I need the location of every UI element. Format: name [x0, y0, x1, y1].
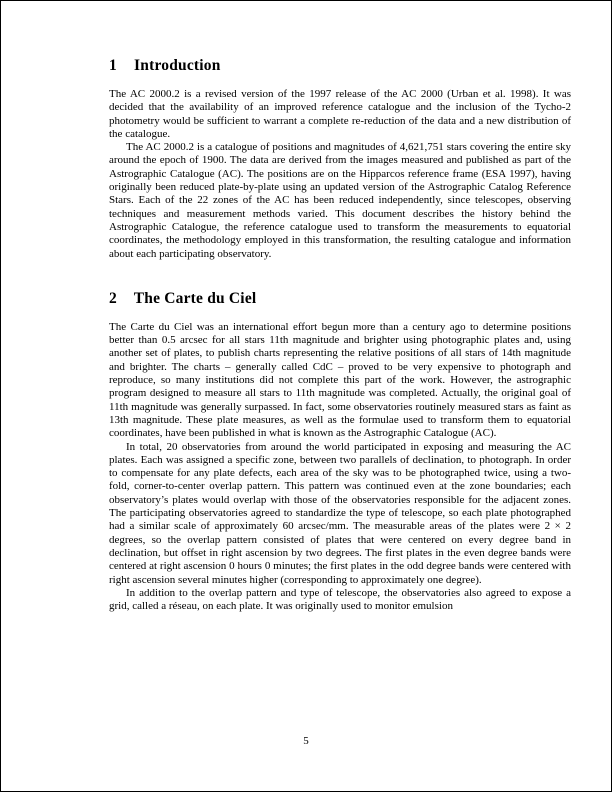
section-number: 1 [109, 57, 117, 74]
section-heading-introduction [109, 57, 571, 75]
text-block [109, 57, 571, 613]
section-title: The Carte du Ciel [133, 289, 257, 307]
section-title: Introduction [134, 57, 221, 74]
section-introduction [109, 57, 571, 261]
page-footer [1, 735, 611, 747]
section-number: 2 [109, 289, 117, 307]
section-heading-carte-du-ciel [109, 290, 571, 308]
section-carte-du-ciel [109, 290, 571, 614]
paragraph: In total, 20 observatories from around the world participated in exposing and measuring the AC plates. Each was assigned a specific zone, between two parallels of declination, to photograph. In order to compensate for any plate defects, each area of the sky was to be photographed twice, using a two-fold, corner-to-center overlap pattern. This pattern was continued even at the zone boundaries; each observatory’s plates would overlap with those of the observatories responsible for the adjacent zones. The participating observatories agreed to standardize the type of telescope, so each plate photographed had a similar scale of approximately 60 arcsec/mm. The measurable areas of the plates were 2 × 2 degrees, so the overlap pattern consisted of plates that were centered on every degree band in declination, but offset in right ascension by two degrees. The first plates in the even degree bands were centered at right ascension 0 hours 0 minutes; the first plates in the odd degree bands were centered with right ascension several minutes higher (corresponding to approximately one degree). [109, 440, 571, 586]
paragraph: The AC 2000.2 is a revised version of the 1997 release of the AC 2000 (Urban et al. 1998). It was decided that the availability of an improved reference catalogue and the inclusion of the Tycho-2 photometry would be sufficient to warrant a complete re-reduction of the data and a new distribution of the catalogue. [109, 88, 571, 140]
paragraph: In addition to the overlap pattern and type of telescope, the observatories also agreed to expose a grid, called a réseau, on each plate. It was originally used to monitor emulsion [109, 586, 571, 613]
paragraph: The Carte du Ciel was an international effort begun more than a century ago to determine positions better than 0.5 arcsec for all stars 11th magnitude and brighter using photographic plates and, using another set of plates, to publish charts representing the relative positions of all stars of 14th magnitude and brighter. The charts – generally called CdC – proved to be very expensive to photograph and reproduce, so many institutions did not complete this part of the work. However, the astrographic program designed to measure all stars to 11th magnitude was completed. Actually, the original goal of 11th magnitude was generally surpassed. In fact, some observatories routinely measured stars as faint as 13th magnitude. These plate measures, as well as the formulae used to transform them to equatorial coordinates, have been published in what is known as the Astrographic Catalogue (AC). [109, 320, 571, 440]
paragraph: The AC 2000.2 is a catalogue of positions and magnitudes of 4,621,751 stars covering the entire sky around the epoch of 1900. The data are derived from the images measured and published as part of the Astrographic Catalogue (AC). The positions are on the Hipparcos reference frame (ESA 1997), having originally been reduced plate-by-plate using an updated version of the Astrographic Catalog Reference Stars. Each of the 22 zones of the AC has been reduced independently, since telescopes, observing techniques and measurement methods varied. This document describes the history behind the Astrographic Catalogue, the reference catalogue used to transform the measurements to equatorial coordinates, the methodology employed in this transformation, the resulting catalogue and information about each participating observatory. [109, 141, 571, 260]
page-number: 5 [303, 735, 309, 747]
